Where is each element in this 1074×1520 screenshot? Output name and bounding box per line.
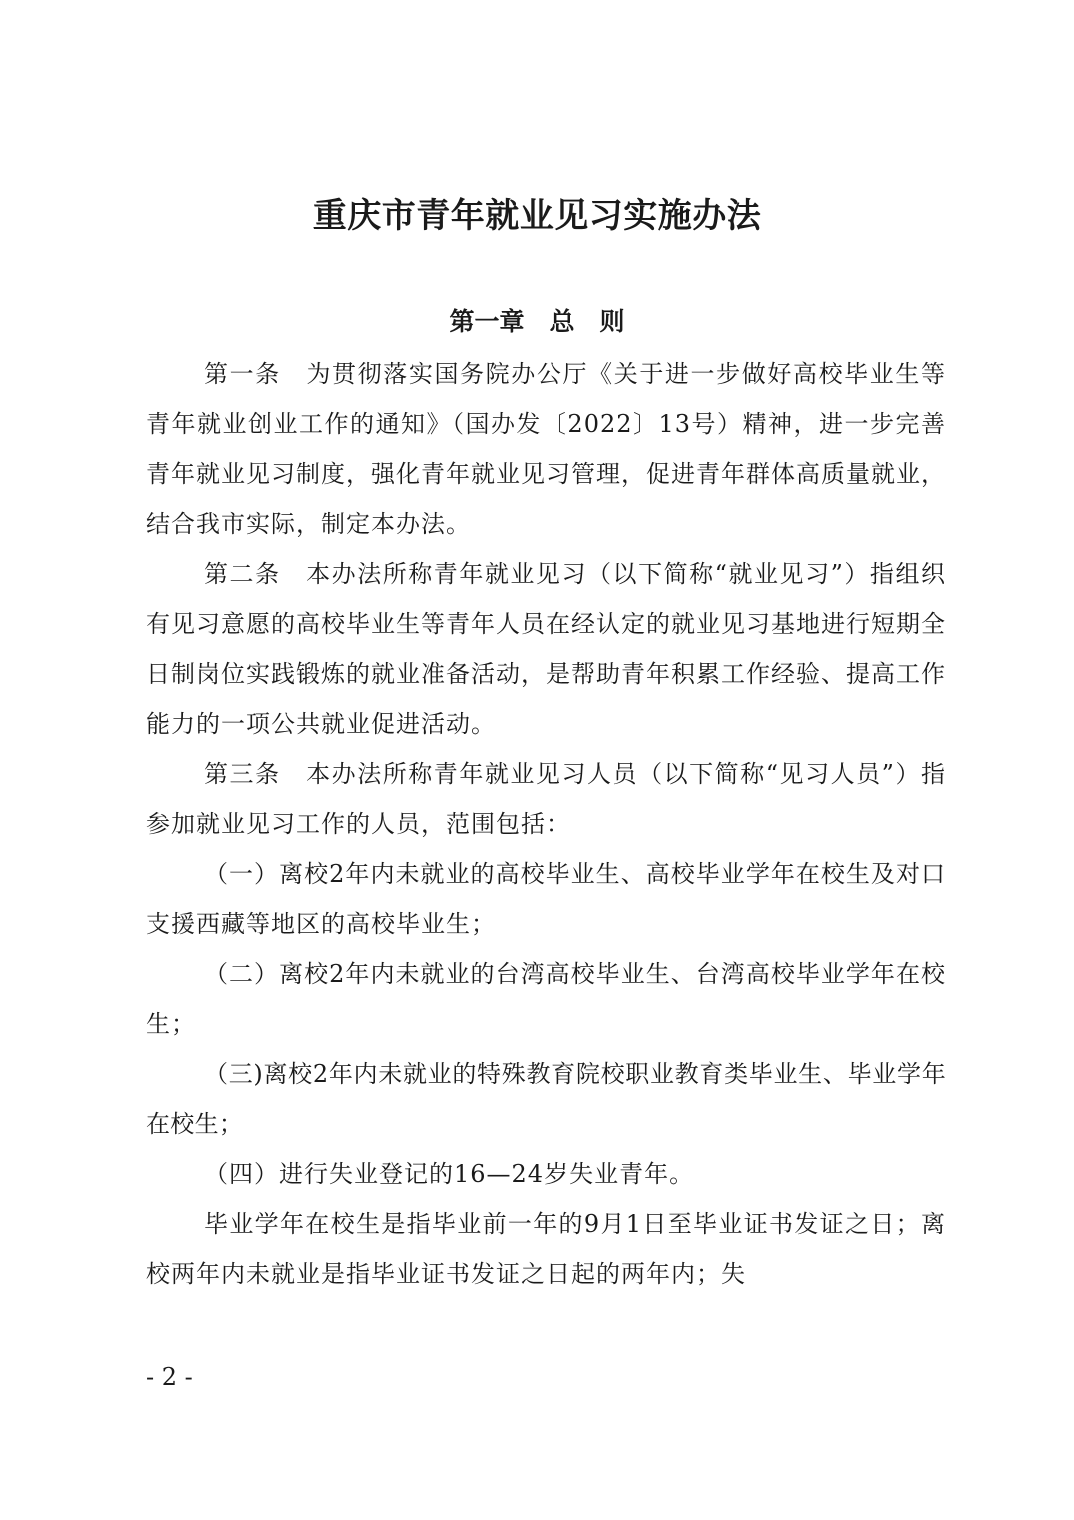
document-body: [146, 349, 946, 1299]
definition-paragraph: [146, 1199, 946, 1299]
list-item-3: [146, 1049, 946, 1149]
article-3-heading: 第三条: [204, 760, 307, 788]
list-item-2-text: （二）离校2年内未就业的台湾高校毕业生、台湾高校毕业学年在校生；: [146, 960, 946, 1038]
list-item-2: [146, 949, 946, 1049]
list-item-3-text: （三)离校2年内未就业的特殊教育院校职业教育类毕业生、毕业学年在校生；: [146, 1060, 946, 1138]
definition-paragraph-text: 毕业学年在校生是指毕业前一年的9月1日至毕业证书发证之日；离校两年内未就业是指毕业证书发证之日起的两年内；失: [146, 1210, 946, 1288]
list-item-1-text: （一）离校2年内未就业的高校毕业生、高校毕业学年在校生及对口支援西藏等地区的高校毕业生；: [146, 860, 946, 938]
list-item-4-text: （四）进行失业登记的16—24岁失业青年。: [204, 1160, 695, 1188]
article-2-heading: 第二条: [204, 560, 307, 588]
chapter-heading: 第一章 总 则: [449, 307, 625, 336]
page-number: - 2 -: [146, 1363, 193, 1391]
list-item-1: [146, 849, 946, 949]
article-2: [146, 549, 946, 749]
article-1-text: 为贯彻落实国务院办公厅《关于进一步做好高校毕业生等青年就业创业工作的通知》（国办发〔2022〕13号）精神，进一步完善青年就业见习制度，强化青年就业见习管理，促进青年群体高质量就业，结合我市实际，制定本办法。: [146, 360, 947, 538]
article-2-text: 本办法所称青年就业见习（以下简称“就业见习”）指组织有见习意愿的高校毕业生等青年人员在经认定的就业见习基地进行短期全日制岗位实践锻炼的就业准备活动，是帮助青年积累工作经验、提高工作能力的一项公共就业促进活动。: [146, 560, 946, 738]
article-1-heading: 第一条: [204, 360, 307, 388]
article-3: [146, 749, 946, 849]
list-item-4: [146, 1149, 946, 1199]
article-1: [146, 349, 946, 549]
article-3-text: 本办法所称青年就业见习人员（以下简称“见习人员”）指参加就业见习工作的人员，范围包括：: [146, 760, 946, 838]
document-title: 重庆市青年就业见习实施办法: [312, 196, 762, 236]
